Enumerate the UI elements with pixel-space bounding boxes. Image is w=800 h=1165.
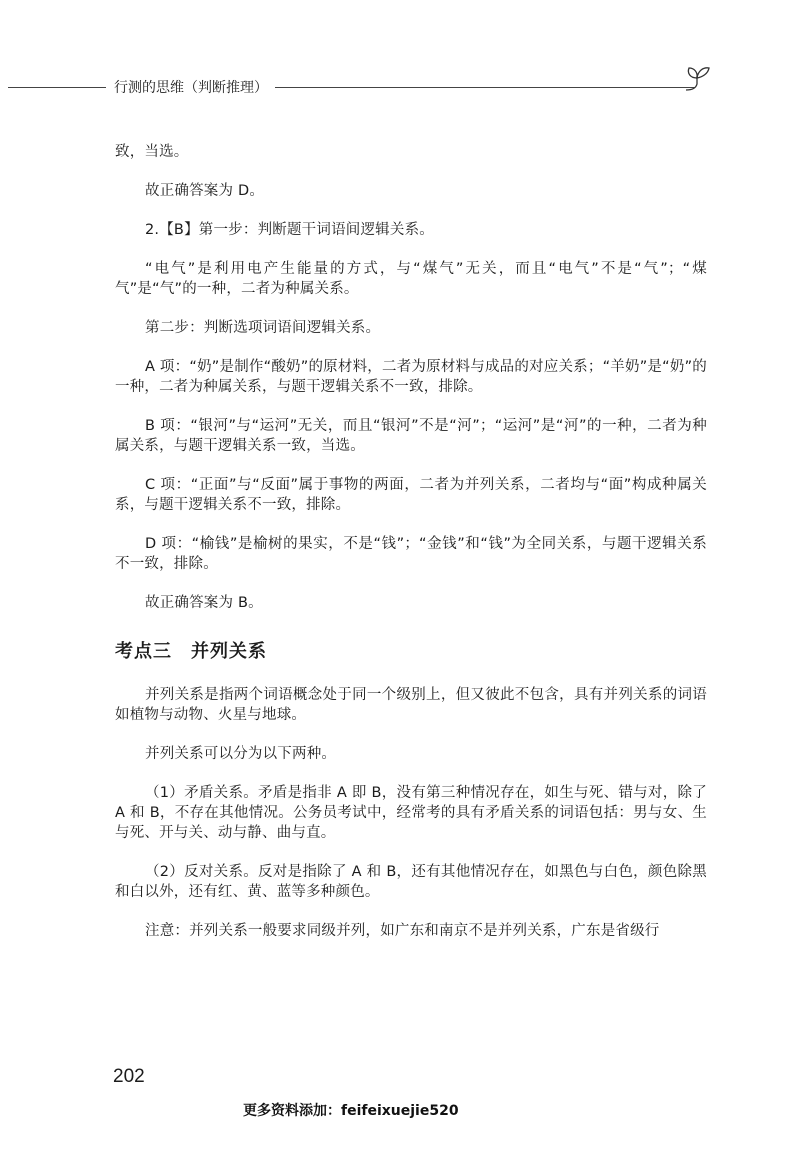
sprout-icon [682,64,714,92]
section-paragraph: 并列关系可以分为以下两种。 [145,746,337,762]
body-paragraph: “电气”是利用电产生能量的方式，与“煤气”无关，而且“电气”不是“气”；“煤气”是“气”的一种，二者为种属关系。 [115,261,707,297]
footer-note: 更多资料添加：feifeixuejie520 [243,1103,459,1119]
body-paragraph: A 项：“奶”是制作“酸奶”的原材料，二者为原材料与成品的对应关系；“羊奶”是“奶”的一种，二者为种属关系，与题干逻辑关系不一致，排除。 [115,359,707,395]
header-rule-left [8,87,106,88]
section-paragraph: 并列关系是指两个词语概念处于同一个级别上，但又彼此不包含，具有并列关系的词语如植物与动物、火星与地球。 [115,687,707,723]
body-paragraph: D 项：“榆钱”是榆树的果实，不是“钱”；“金钱”和“钱”为全同关系，与题干逻辑关系不一致，排除。 [115,536,707,572]
body-paragraph: C 项：“正面”与“反面”属于事物的两面，二者为并列关系，二者均与“面”构成种属关系，与题干逻辑关系不一致，排除。 [115,477,707,513]
running-header [0,60,800,100]
section-paragraph: （2）反对关系。反对是指除了 A 和 B，还有其他情况存在，如黑色与白色，颜色除黑和白以外，还有红、黄、蓝等多种颜色。 [115,864,707,900]
header-rule-right [275,87,695,88]
body-paragraph: 第二步：判断选项词语间逻辑关系。 [145,320,381,336]
section-heading: 考点三 并列关系 [115,641,267,662]
body-paragraph: 故正确答案为 B。 [145,595,263,611]
body-paragraph: 2.【B】第一步：判断题干词语间逻辑关系。 [145,222,434,238]
body-paragraph: 致，当选。 [115,144,189,160]
body-paragraph: 故正确答案为 D。 [145,183,265,199]
page-body [115,142,707,941]
section-paragraph: （1）矛盾关系。矛盾是指非 A 即 B，没有第三种情况存在，如生与死、错与对，除了 A 和 B，不存在其他情况。公务员考试中，经常考的具有矛盾关系的词语包括：男与女、生与死、开与关、动与静、曲与直。 [115,785,707,841]
section-paragraph: 注意：并列关系一般要求同级并列，如广东和南京不是并列关系，广东是省级行 [145,923,660,939]
header-title: 行测的思维（判断推理） [114,80,268,96]
page-number: 202 [113,1066,145,1087]
body-paragraph: B 项：“银河”与“运河”无关，而且“银河”不是“河”；“运河”是“河”的一种，二者为种属关系，与题干逻辑关系一致，当选。 [115,418,707,454]
